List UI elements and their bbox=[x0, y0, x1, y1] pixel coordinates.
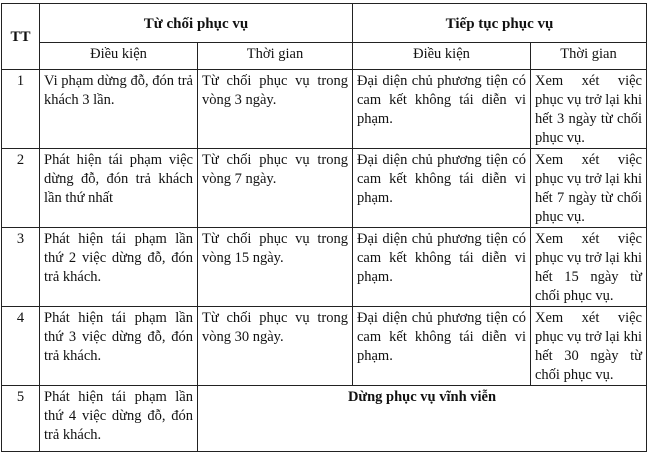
header-tt: TT bbox=[2, 4, 40, 70]
row-number: 2 bbox=[2, 149, 40, 228]
row-number: 1 bbox=[2, 70, 40, 149]
resume-condition-cell: Đại diện chủ phương tiện có cam kết không tái diễn vi phạm. bbox=[353, 307, 531, 386]
refuse-condition-cell: Phát hiện tái phạm lần thứ 2 việc dừng đỗ, đón trả khách. bbox=[40, 228, 198, 307]
table-row bbox=[2, 228, 647, 307]
resume-time-cell: Xem xét việc phục vụ trở lại khi hết 7 ngày từ chối phục vụ. bbox=[531, 149, 647, 228]
header-resume-service: Tiếp tục phục vụ bbox=[353, 4, 647, 43]
refuse-time-cell: Từ chối phục vụ trong vòng 3 ngày. bbox=[198, 70, 353, 149]
resume-condition-cell: Đại diện chủ phương tiện có cam kết không tái diễn vi phạm. bbox=[353, 70, 531, 149]
penalty-table bbox=[1, 3, 647, 452]
resume-time-cell: Xem xét việc phục vụ trở lại khi hết 3 ngày từ chối phục vụ. bbox=[531, 70, 647, 149]
row-number: 4 bbox=[2, 307, 40, 386]
resume-condition-cell: Đại diện chủ phương tiện có cam kết không tái diễn vi phạm. bbox=[353, 149, 531, 228]
refuse-condition-cell: Vi phạm dừng đỗ, đón trả khách 3 lần. bbox=[40, 70, 198, 149]
table-row bbox=[2, 70, 647, 149]
table-row bbox=[2, 149, 647, 228]
refuse-condition-cell: Phát hiện tái phạm việc dừng đỗ, đón trả khách lần thứ nhất bbox=[40, 149, 198, 228]
table-row bbox=[2, 386, 647, 452]
subheader-refuse-condition: Điều kiện bbox=[40, 43, 198, 70]
row-number: 5 bbox=[2, 386, 40, 452]
resume-time-cell: Xem xét việc phục vụ trở lại khi hết 30 ngày từ chối phục vụ. bbox=[531, 307, 647, 386]
resume-time-cell: Xem xét việc phục vụ trở lại khi hết 15 ngày từ chối phục vụ. bbox=[531, 228, 647, 307]
subheader-row bbox=[2, 43, 647, 70]
refuse-time-cell: Từ chối phục vụ trong vòng 30 ngày. bbox=[198, 307, 353, 386]
permanent-stop-cell: Dừng phục vụ vĩnh viễn bbox=[198, 386, 647, 452]
header-row bbox=[2, 4, 647, 43]
refuse-condition-cell: Phát hiện tái phạm lần thứ 3 việc dừng đỗ, đón trả khách. bbox=[40, 307, 198, 386]
refuse-time-cell: Từ chối phục vụ trong vòng 15 ngày. bbox=[198, 228, 353, 307]
subheader-resume-condition: Điều kiện bbox=[353, 43, 531, 70]
table-row bbox=[2, 307, 647, 386]
resume-condition-cell: Đại diện chủ phương tiện có cam kết không tái diễn vi phạm. bbox=[353, 228, 531, 307]
refuse-time-cell: Từ chối phục vụ trong vòng 7 ngày. bbox=[198, 149, 353, 228]
subheader-refuse-time: Thời gian bbox=[198, 43, 353, 70]
subheader-resume-time: Thời gian bbox=[531, 43, 647, 70]
refuse-condition-cell: Phát hiện tái phạm lần thứ 4 việc dừng đỗ, đón trả khách. bbox=[40, 386, 198, 452]
row-number: 3 bbox=[2, 228, 40, 307]
header-refuse-service: Từ chối phục vụ bbox=[40, 4, 353, 43]
